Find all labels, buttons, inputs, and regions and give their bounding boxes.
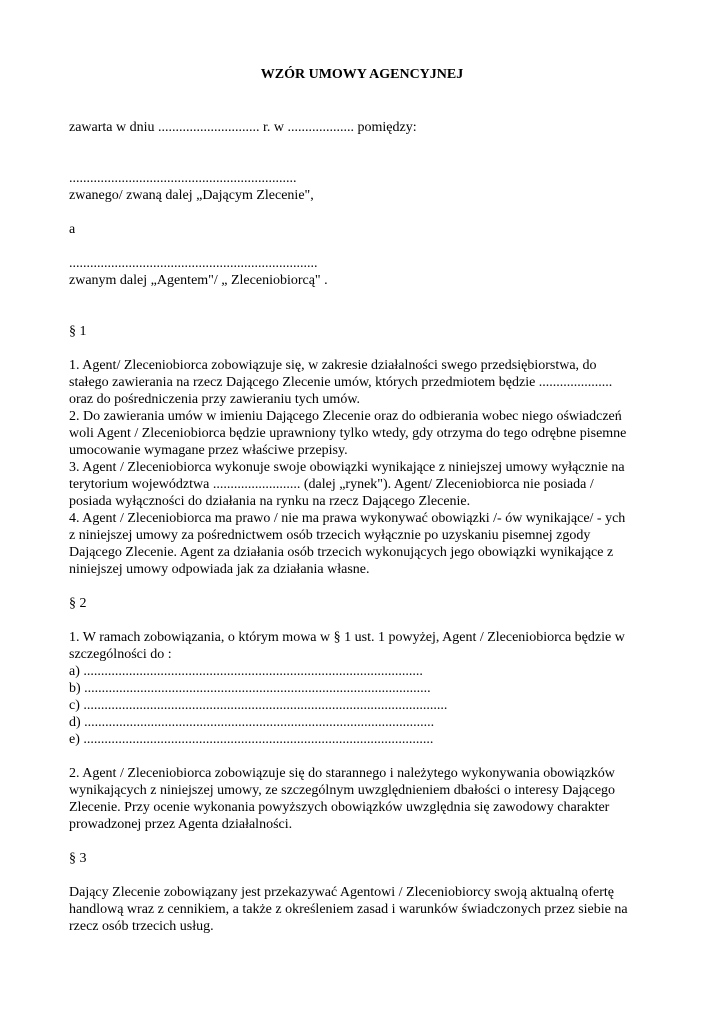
text-line: Zlecenie. Przy ocenie wykonania powyższych obowiązków uwzględnia się zawodowy charakter — [69, 800, 610, 815]
text-line: stałego zawierania na rzecz Dającego Zlecenie umów, których przedmiotem będzie ..................... — [69, 375, 613, 390]
party2-blank: ....................................................................... — [69, 256, 318, 271]
text-line: woli Agent / Zleceniobiorca będzie uprawniony tylko wtedy, gdy otrzyma do tego odrębne pisemne — [69, 426, 627, 441]
list-item-c: c) ........................................................................................................ — [69, 698, 448, 713]
document-body — [69, 119, 669, 935]
document-title: WZÓR UMOWY AGENCYJNEJ — [260, 67, 464, 82]
text-line: terytorium województwa ......................... (dalej „rynek"). Agent/ Zleceniobiorca nie posiada / — [69, 477, 594, 492]
text-line: z niniejszej umowy za pośrednictwem osób trzecich wyłącznie po uzyskaniu pisemnej zgody — [69, 528, 591, 543]
text-line: Dający Zlecenie zobowiązany jest przekazywać Agentowi / Zleceniobiorcy swoją aktualną ofertę — [69, 885, 614, 900]
text-line: niniejszej umowy odpowiada jak za działania własne. — [69, 562, 370, 577]
section-2-text — [69, 629, 669, 748]
section-3-heading: § 3 — [69, 851, 87, 866]
party2-name: zwanym dalej „Agentem"/ „ Zleceniobiorcą" . — [69, 273, 328, 288]
concluded-line: zawarta w dniu ............................. r. w ................... pomiędzy: — [69, 120, 417, 135]
text-line: 1. W ramach zobowiązania, o którym mowa w § 1 ust. 1 powyżej, Agent / Zleceniobiorca będzie w — [69, 630, 625, 645]
party1-name: zwanego/ zwaną dalej „Dającym Zlecenie", — [69, 188, 314, 203]
text-line: posiada wyłączności do działania na rynku na rzecz Dającego Zlecenie. — [69, 494, 471, 509]
text-line: Dającego Zlecenie. Agent za działania osób trzecich wykonujących jego obowiązki wynikające z — [69, 545, 614, 560]
list-item-b: b) ................................................................................................... — [69, 681, 431, 696]
text-line: 4. Agent / Zleceniobiorca ma prawo / nie ma prawa wykonywać obowiązki /- ów wynikające/ - ych — [69, 511, 626, 526]
text-line: umocowanie wymagane przez właściwe przepisy. — [69, 443, 348, 458]
text-line: handlową wraz z cennikiem, a także z określeniem zasad i warunków świadczonych przez siebie na — [69, 902, 628, 917]
text-line: oraz do pośredniczenia przy zawieraniu tych umów. — [69, 392, 361, 407]
text-line: 2. Do zawierania umów w imieniu Dającego Zlecenie oraz do odbierania wobec niego oświadczeń — [69, 409, 622, 424]
list-item-d: d) .................................................................................................... — [69, 715, 435, 730]
text-line: szczególności do : — [69, 647, 172, 662]
text-line: prowadzonej przez Agenta działalności. — [69, 817, 293, 832]
text-line: 2. Agent / Zleceniobiorca zobowiązuje się do starannego i należytego wykonywania obowiązków — [69, 766, 615, 781]
section-2-heading: § 2 — [69, 596, 87, 611]
text-line: 1. Agent/ Zleceniobiorca zobowiązuje się, w zakresie działalności swego przedsiębiorstwa, do — [69, 358, 597, 373]
section-2-paragraph-2 — [69, 765, 669, 833]
section-1-heading: § 1 — [69, 324, 87, 339]
and-line: a — [69, 222, 76, 237]
party1-blank: ................................................................. — [69, 171, 297, 186]
list-item-e: e) .................................................................................................... — [69, 732, 434, 747]
list-item-a: a) ................................................................................................. — [69, 664, 423, 679]
section-3-text — [69, 884, 669, 935]
text-line: 3. Agent / Zleceniobiorca wykonuje swoje obowiązki wynikające z niniejszej umowy wyłącznie na — [69, 460, 625, 475]
section-1-text — [69, 357, 669, 578]
text-line: rzecz osób trzecich usług. — [69, 919, 214, 934]
text-line: wynikających z niniejszej umowy, ze szczególnym uwzględnieniem dbałości o interesy Dającego — [69, 783, 616, 798]
